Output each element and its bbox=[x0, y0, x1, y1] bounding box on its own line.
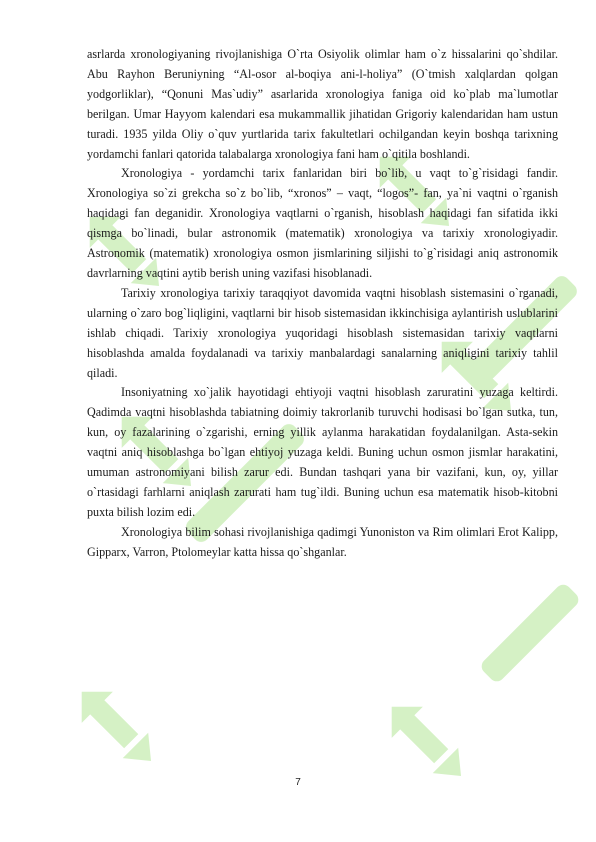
paragraph: Xronologiya bilim sohasi rivojlanishiga qadimgi Yunoniston va Rim olimlari Erot Kalipp, Gipparx, Varron, Ptolomeylar katta hissa qo`shganlar. bbox=[87, 524, 558, 559]
paragraph: asrlarda xronologiyaning rivojlanishiga O`rta Osiyolik olimlar ham o`z hissalarini qo`shdilar. Abu Rayhon Beruniyning “Al-osor al-boqiya ani-l-holiya” (O`tmish xalqlardan qolgan yodgorliklar), “Qonuni Mas`udiy” asarlarida xronologiya faniga oid ko`plab ma`lumotlar berilgan. Umar Hayyom kalendari esa mukammallik jihatidan Grigoriy kalendaridan ham ustun turadi. 1935 yilda Oliy o`quv yurtlarida tarix fakultetlari ochilgandan keyin boshqa tarixning yordamchi fanlari qatorida talabalarga xronologiya fani ham o`qitila boshlandi. bbox=[87, 47, 558, 161]
page-number: 7 bbox=[295, 777, 301, 788]
document-body bbox=[87, 45, 558, 563]
paragraph: Xronologiya - yordamchi tarix fanlaridan biri bo`lib, u vaqt to`g`risidagi fandir. Xronologiya so`zi grekcha so`z bo`lib, “xronos” – vaqt, “logos”- fan, ya`ni vaqtni o`rganish haqidagi fan deganidir. Xronologiya vaqtlarni o`rganish, hisoblash haqidagi fan sifatida ikki qismga bo`linadi, bular astronomik (matematik) xronologiya va tarixiy xronologiyadir. Astronomik (matematik) xronologiya osmon jismlarining siljishi to`g`risidagi aniq astronomik davrlarning vaqtini aytib berish uning vazifasi hisoblanadi. bbox=[87, 166, 558, 280]
paragraph: Insoniyatning xo`jalik hayotidagi ehtiyoji vaqtni hisoblash zaruratini yuzaga keltirdi. Qadimda vaqtni hisoblashda tabiatning doimiy takrorlanib turuvchi hodisasi bo`lgan sutka, tun, kun, oy fazalarining o`zgarishi, erning yillik aylanma harakatidan foydalanilgan. Asta-sekin vaqtni aniq hisoblashga bo`lgan ehtiyoj yuzaga keldi. Buning uchun osmon jismlar harakatini, umuman astronomiyani bilish zarur edi. Bundan tashqari yana bir vazifani, kun, oy, yillar o`rtasidagi farhlarni aniqlash zarurati ham tug`ildi. Buning uchun esa matematik hisob-kitobni puxta bilish lozim edi. bbox=[87, 385, 558, 519]
paragraph: Tarixiy xronologiya tarixiy taraqqiyot davomida vaqtni hisoblash sistemasini o`rganadi, ularning o`zaro bog`liqligini, vaqtlarni bir hisob sistemasidan ikkinchisiga aylantirish uslublarini ishlab chiqadi. Tarixiy xronologiya yuqoridagi hisoblash sistemasidan tarixiy vaqtlarni hisoblashda amalda foydalanadi va tarixiy manbalardagi sanalarning aniqligini tarixiy tahlil qiladi. bbox=[87, 285, 558, 380]
